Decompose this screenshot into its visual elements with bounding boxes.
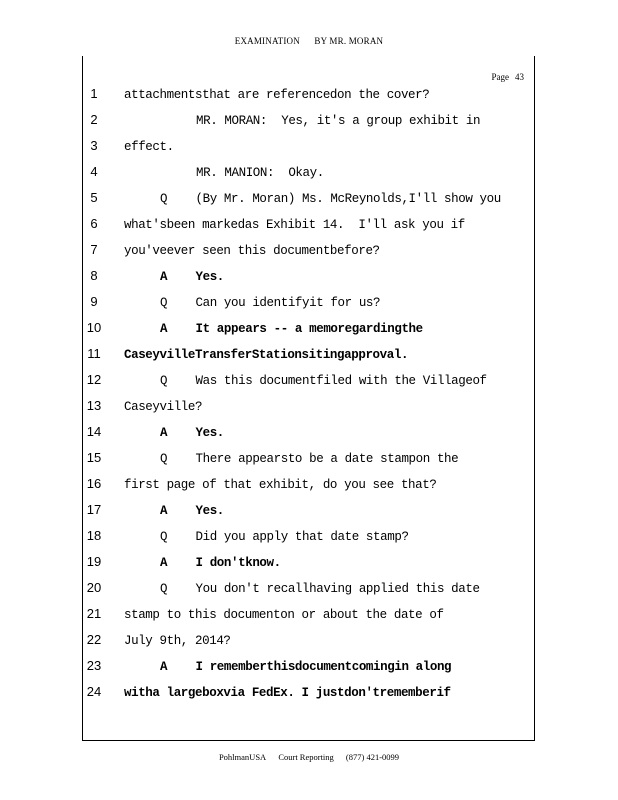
- line-text: Q Did you apply that date stamp?: [160, 530, 409, 544]
- line-number: 20: [86, 580, 102, 595]
- transcript-line: [0, 268, 618, 294]
- transcript-line: [0, 450, 618, 476]
- transcript-line: [0, 528, 618, 554]
- line-number: 18: [86, 528, 102, 543]
- line-text: stamp to this documenton or about the date of: [124, 608, 444, 622]
- line-number: 11: [87, 346, 101, 361]
- footer-company: PohlmanUSA: [218, 752, 267, 762]
- page-header: [0, 36, 618, 46]
- line-number: 9: [90, 294, 98, 309]
- page-footer: [0, 752, 618, 762]
- line-number: 2: [90, 112, 98, 127]
- line-text: Q Can you identifyit for us?: [160, 296, 381, 310]
- line-number: 17: [86, 502, 102, 517]
- line-number: 14: [86, 424, 102, 439]
- transcript-line: [0, 164, 618, 190]
- line-number: 7: [90, 242, 98, 257]
- line-text: you'veever seen this documentbefore?: [124, 244, 380, 258]
- transcript-line: [0, 112, 618, 138]
- footer-service: Court Reporting: [278, 752, 334, 762]
- line-text: Caseyville?: [124, 400, 203, 414]
- line-number: 24: [86, 684, 102, 699]
- transcript-line: [0, 424, 618, 450]
- line-number: 10: [86, 320, 102, 335]
- page-label: Page: [491, 72, 509, 82]
- transcript-line: [0, 372, 618, 398]
- transcript-line: [0, 398, 618, 424]
- line-text: Q You don't recallhaving applied this date: [160, 582, 480, 596]
- line-text: MR. MANION: Okay.: [196, 166, 324, 180]
- transcript-line: [0, 346, 618, 372]
- line-text: A Yes.: [160, 270, 224, 284]
- page-number-value: 43: [515, 72, 524, 82]
- line-text: MR. MORAN: Yes, it's a group exhibit in: [196, 114, 481, 128]
- page-number: [486, 72, 525, 82]
- line-text: witha largeboxvia FedEx. I justdon'trememberif: [124, 686, 451, 700]
- line-text: A Yes.: [160, 426, 224, 440]
- line-number: 3: [90, 138, 98, 153]
- line-text: A I don'tknow.: [160, 556, 281, 570]
- transcript-line: [0, 216, 618, 242]
- header-examiner: BY MR. MORAN: [314, 36, 384, 46]
- transcript-line: [0, 476, 618, 502]
- transcript-line: [0, 554, 618, 580]
- line-text: Q Was this documentfiled with the Villageof: [160, 374, 487, 388]
- line-text: A Yes.: [160, 504, 224, 518]
- line-number: 12: [86, 372, 102, 387]
- transcript-line: [0, 502, 618, 528]
- line-number: 5: [90, 190, 98, 205]
- line-number: 15: [86, 450, 102, 465]
- transcript-line: [0, 86, 618, 112]
- line-number: 21: [86, 606, 102, 621]
- transcript-line: [0, 606, 618, 632]
- footer-phone: (877) 421-0099: [345, 752, 400, 762]
- transcript-line: [0, 320, 618, 346]
- line-text: first page of that exhibit, do you see that?: [124, 478, 437, 492]
- line-text: A It appears -- a memoregardingthe: [160, 322, 423, 336]
- line-number: 6: [90, 216, 98, 231]
- header-examination: EXAMINATION: [234, 36, 300, 46]
- line-text: Q (By Mr. Moran) Ms. McReynolds,I'll show you: [160, 192, 501, 206]
- line-number: 8: [90, 268, 98, 283]
- transcript-line: [0, 138, 618, 164]
- line-number: 16: [86, 476, 102, 491]
- line-text: CaseyvilleTransferStationsitingapproval.: [124, 348, 409, 362]
- line-text: effect.: [124, 140, 174, 154]
- line-number: 13: [86, 398, 102, 413]
- line-text: A I rememberthisdocumentcomingin along: [160, 660, 452, 674]
- line-text: attachmentsthat are referencedon the cover?: [124, 88, 430, 102]
- line-number: 4: [90, 164, 98, 179]
- line-number: 1: [90, 86, 98, 101]
- line-text: what'sbeen markedas Exhibit 14. I'll ask you if: [124, 218, 465, 232]
- transcript-line: [0, 658, 618, 684]
- line-number: 23: [86, 658, 102, 673]
- transcript-line: [0, 684, 618, 710]
- line-text: July 9th, 2014?: [124, 634, 231, 648]
- line-number: 22: [86, 632, 102, 647]
- transcript-line: [0, 580, 618, 606]
- line-text: Q There appearsto be a date stampon the: [160, 452, 459, 466]
- line-number: 19: [86, 554, 102, 569]
- transcript-line: [0, 190, 618, 216]
- transcript-line: [0, 632, 618, 658]
- transcript-line: [0, 294, 618, 320]
- transcript-line: [0, 242, 618, 268]
